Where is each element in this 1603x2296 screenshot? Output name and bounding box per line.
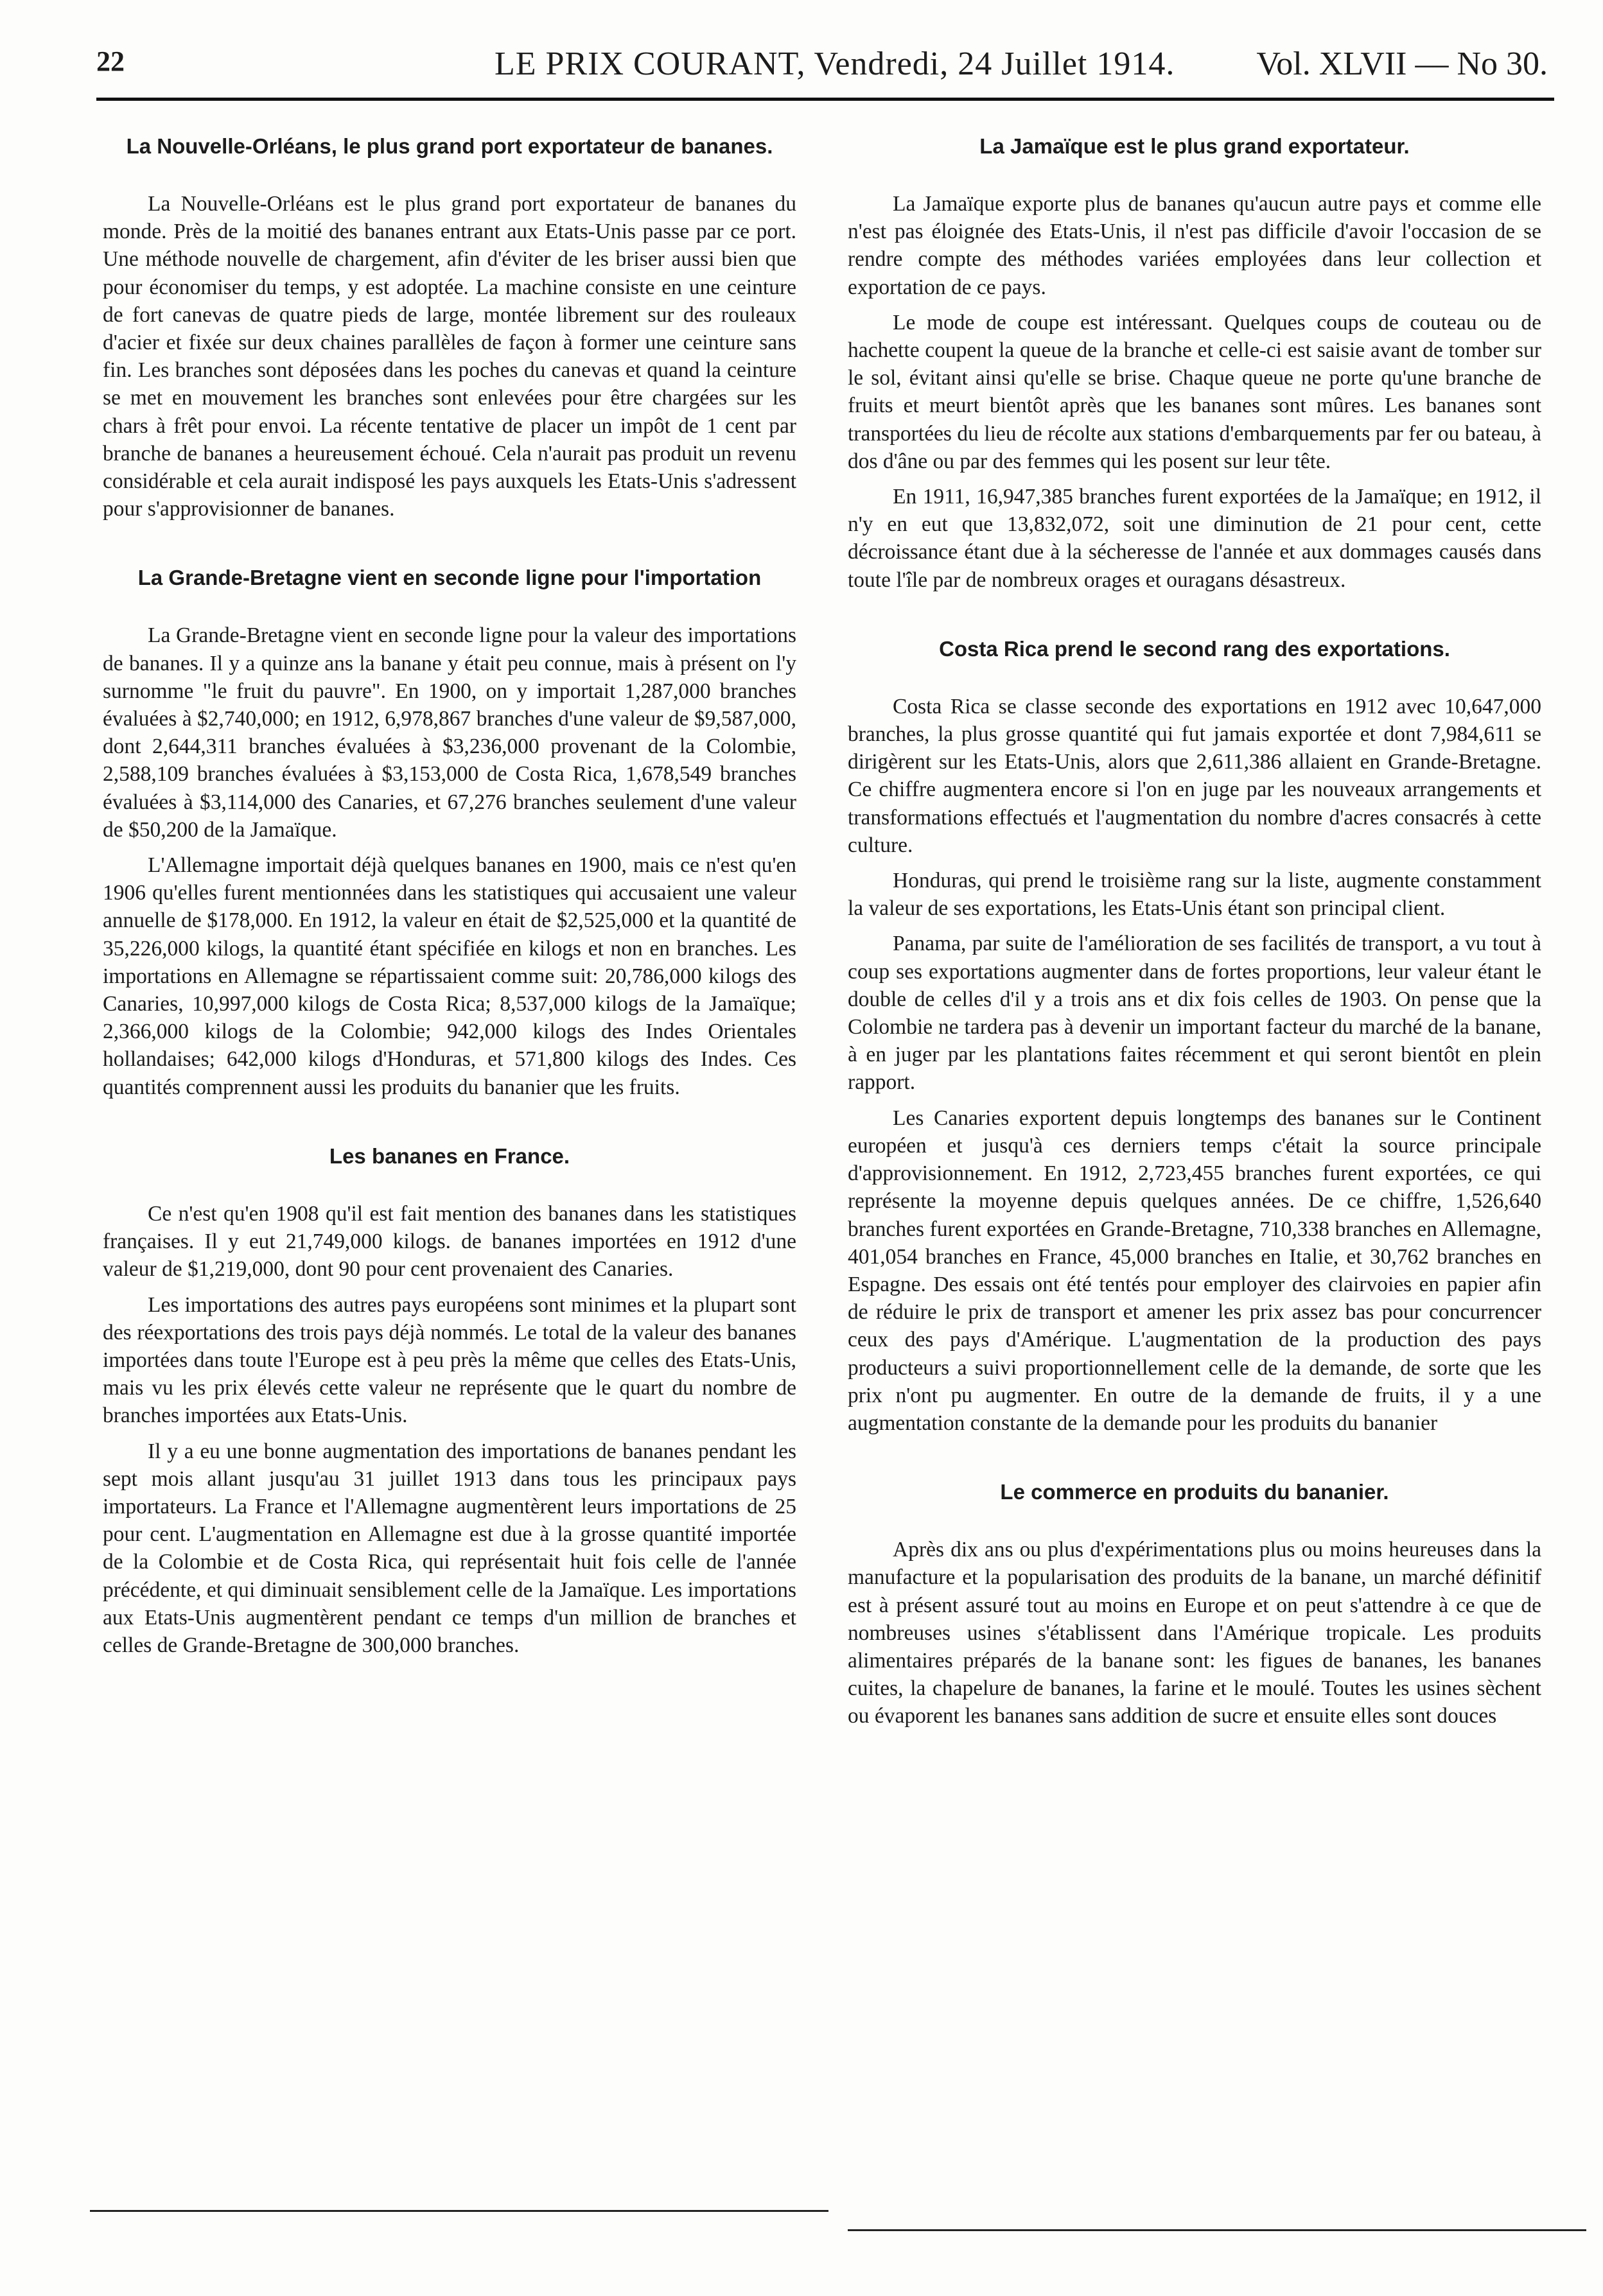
paragraph: L'Allemagne importait déjà quelques bananes en 1900, mais ce n'est qu'en 1906 qu'elles furent mentionnées dans les statistiques qui accusaient une valeur annuelle de $178,000. En 1912, la valeur en était de $2,525,000 et la quantité de 35,226,000 kilogs, la quantité étant spécifiée en kilogs et non en branches. Les importations en Allemagne se répartissaient comme suit: 20,786,000 kilogs des Canaries, 10,997,000 kilogs de Costa Rica; 8,537,000 kilogs de la Jamaïque; 2,366,000 kilogs de la Colombie; 942,000 kilogs des Indes Orientales hollandaises; 642,000 kilogs d'Honduras, et 571,800 kilogs des Indes. Ces quantités comprennent aussi les produits du bananier que les fruits. [103, 853, 796, 1099]
paragraph: La Jamaïque exporte plus de bananes qu'aucun autre pays et comme elle n'est pas éloignée des Etats-Unis, il n'est pas difficile d'avoir l'occasion de se rendre compte des méthodes variées employées dans leur collection et exportation de ce pays. [848, 192, 1541, 299]
paragraph: Après dix ans ou plus d'expérimentations plus ou moins heureuses dans la manufacture et la popularisation des produits de la banane, un marché définitif est à présent assuré tout au moins en Europe et on peut s'attendre à ce que de nombreuses usines s'établissent dans l'Amérique tropicale. Les produits alimentaires préparés de la banane sont: les figues de bananes, les bananes cuites, la chapelure de bananes, la farine et le moulé. Toutes les usines sèchent ou évaporent les bananes sans addition de sucre et ensuite elles sont douces [848, 1538, 1541, 1728]
section-banana-products [848, 1474, 1541, 1730]
paragraph: Honduras, qui prend le troisième rang sur la liste, augmente constamment la valeur de ses exportations, les Etats-Unis étant son principal client. [848, 869, 1541, 921]
paragraph: La Nouvelle-Orléans est le plus grand port exportateur de bananes du monde. Près de la moitié des bananes entrant aux Etats-Unis passe par ce port. Une méthode nouvelle de chargement, afin d'éviter de les briser aussi bien que pour économiser du temps, y est adoptée. La machine consiste en une ceinture de fort canevas de quatre pieds de large, montée librement sur des rouleaux d'acier et fixée sur deux chaines parallèles de façon à former une ceinture sans fin. Les branches sont déposées dans les poches du canevas et quand la ceinture se met en mouvement les branches sont enlevées pour être chargées sur les chars à frêt pour envoi. La récente tentative de placer un impôt de 1 cent par branche de bananes a heureusement échoué. Cela n'aurait pas produit un revenu considérable et cela aurait indisposé les pays auxquels les Etats-Unis s'adressent pour s'approvisionner de bananes. [103, 192, 796, 521]
paragraph: En 1911, 16,947,385 branches furent exportées de la Jamaïque; en 1912, il n'y en eut que 13,832,072, soit une diminution de 21 pour cent, cette décroissance étant due à la sécheresse de l'année et aux dommages causés dans toute l'île par de nombreux orages et ouragans désastreux. [848, 485, 1541, 592]
paragraph: Les Canaries exportent depuis longtemps des bananes sur le Continent européen et jusqu'à ces derniers temps c'était la source principale d'approvisionnement. En 1912, 2,723,455 branches furent exportées, ce qui représente la moyenne depuis quelques années. De ce chiffre, 1,526,640 branches furent exportées en Grande-Bretagne, 710,338 branches en Allemagne, 401,054 branches en France, 45,000 branches en Italie, et 30,762 branches en Espagne. Des essais ont été tentés pour employer des clairvoies en papier afin de réduire le prix de transport et amener les prix assez bas pour concurrencer ceux des pays d'Amérique. L'augmentation de la production des pays producteurs a suivi proportionnellement celle de la demande, de sorte que les prix n'ont pu augmenter. En outre de la demande de fruits, il y a une augmentation constante de la demande pour les produits du bananier [848, 1106, 1541, 1435]
paragraph: Ce n'est qu'en 1908 qu'il est fait mention des bananes dans les statistiques françaises. Il y eut 21,749,000 kilogs. de bananes importées en 1912 d'une valeur de $1,219,000, dont 90 pour cent provenaient des Canaries. [103, 1201, 796, 1282]
section-jamaica [848, 128, 1541, 594]
paragraph: La Grande-Bretagne vient en seconde ligne pour la valeur des importations de bananes. Il y a quinze ans la banane y était peu connue, mais à présent on l'y surnomme "le fruit du pauvre". En 1900, on y importait 1,287,000 branches évaluées à $2,740,000; en 1912, 6,978,867 branches d'une valeur de $9,587,000, dont 2,644,311 branches évaluées à $3,236,000 provenant de la Colombie, 2,588,109 branches évaluées à $3,153,000 de Costa Rica, 1,678,549 branches évaluées à $3,114,000 des Canaries, et 67,276 branches seulement d'une valeur de $50,200 de la Jamaïque. [103, 623, 796, 842]
paragraph: Panama, par suite de l'amélioration de ses facilités de transport, a vu tout à coup ses exportations augmenter dans de fortes proportions, leur valeur étant le double de celles d'il y a trois ans et dix fois celles de 1903. On pense que la Colombie ne tardera pas à devenir un important facteur du marché de la banane, à en juger par les plantations faites récemment et qui seront bientôt en plein rapport. [848, 932, 1541, 1095]
section-costa-rica [848, 631, 1541, 1437]
section-heading: Les bananes en France. [329, 1144, 570, 1168]
left-column [103, 128, 796, 1696]
page-number: 22 [96, 46, 125, 77]
section-heading: La Grande-Bretagne vient en seconde ligne pour l'importation [137, 566, 762, 590]
volume-number: Vol. XLVII — No 30. [1256, 46, 1548, 82]
section-france [103, 1138, 796, 1659]
section-new-orleans [103, 128, 796, 523]
newspaper-title: LE PRIX COURANT, Vendredi, 24 Juillet 1914. [495, 46, 1175, 82]
paragraph: Le mode de coupe est intéressant. Quelques coups de couteau ou de hachette coupent la queue de la branche et celle-ci est saisie avant de tomber sur le sol, évitant ainsi qu'elle se brise. Chaque queue ne porte qu'une branche de fruits et meurt bientôt après que les bananes sont mûres. Les bananes sont transportées du lieu de récolte aux stations d'embarquements par fer ou bateau, à dos d'âne ou par des femmes qui les posent sur leur tête. [848, 310, 1541, 473]
paragraph: Costa Rica se classe seconde des exportations en 1912 avec 10,647,000 branches, la plus grosse quantité qui fut jamais exportée et dont 7,984,611 se dirigèrent sur les Etats-Unis, alors que 2,611,386 allaient en Grande-Bretagne. Ce chiffre augmentera encore si l'on en juge par les nouveaux arrangements et transformations effectués et l'augmentation du nombre d'acres consacrés à cette culture. [848, 694, 1541, 857]
section-heading: Le commerce en produits du bananier. [1000, 1480, 1389, 1504]
section-great-britain [103, 560, 796, 1100]
section-heading: La Nouvelle-Orléans, le plus grand port exportateur de bananes. [126, 134, 773, 158]
paragraph: Il y a eu une bonne augmentation des importations de bananes pendant les sept mois allant jusqu'au 31 juillet 1913 dans tous les principaux pays importateurs. La France et l'Allemagne augmentèrent leurs importations de 25 pour cent. L'augmentation en Allemagne est due à la grosse quantité importée de la Colombie et de Costa Rica, qui représentait huit fois celle de l'année précédente, et qui diminuait sensiblement celle de la Jamaïque. Les importations aux Etats-Unis augmentèrent pendant ce temps d'un million de branches et celles de Grande-Bretagne de 300,000 branches. [103, 1439, 796, 1657]
right-column [848, 128, 1541, 1768]
header-rule [96, 98, 1554, 101]
paragraph: Les importations des autres pays européens sont minimes et la plupart sont des réexportations des trois pays déjà nommés. Le total de la valeur des bananes importées dans toute l'Europe est à peu près la même que celles des Etats-Unis, mais vu les prix élevés cette valeur ne représente que le quart du nombre de branches importées aux Etats-Unis. [103, 1292, 796, 1428]
bottom-rule-right [848, 2229, 1586, 2231]
page-header [96, 45, 1548, 96]
bottom-rule-left [90, 2210, 828, 2212]
section-heading: Costa Rica prend le second rang des exportations. [939, 636, 1450, 661]
section-heading: La Jamaïque est le plus grand exportateur. [979, 134, 1410, 158]
